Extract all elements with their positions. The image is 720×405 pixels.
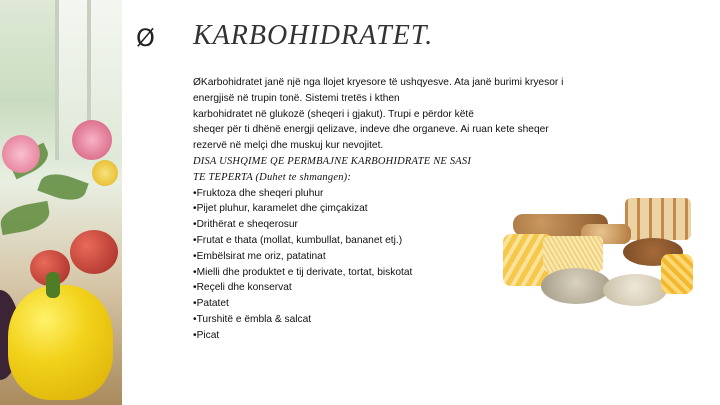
slide-title: KARBOHIDRATET. [193, 20, 434, 51]
list-item: • Picat [193, 328, 603, 344]
sliced-bread [625, 198, 691, 240]
list-item: • Fruktoza dhe sheqeri pluhur [193, 186, 603, 202]
carbohydrate-foods-image [503, 192, 691, 312]
subheading-line: DISA USHQIME QE PERMBAJNE KARBOHIDRATE NE SASI [193, 155, 472, 167]
pepper-stem [46, 272, 60, 298]
leaf [0, 201, 52, 235]
list-item: • Frutat e thata (mollat, kumbullat, bananet etj.) [193, 233, 603, 249]
intro-line: rezervë në melçi dhe muskuj kur nevojitet. [193, 140, 384, 152]
intro-line: karbohidratet në glukozë (sheqeri i gjakut). Trupi e përdor këtë [193, 108, 474, 120]
intro-line: energjisë në trupin tonë. Sistemi tretës i kthen [193, 92, 400, 104]
oats [603, 274, 667, 306]
flower [92, 160, 118, 186]
flower [72, 120, 112, 160]
fusilli-pasta [661, 254, 693, 294]
list-item: • Embëlsirat me oriz, patatinat [193, 249, 603, 265]
intro-line: ØKarbohidratet janë një nga llojet kryesore të ushqyesve. Ata janë burimi kryesor i [193, 77, 564, 88]
yellow-pepper [8, 285, 113, 400]
subheading-line: TE TEPERTA (Duhet te shmangen): [193, 171, 352, 183]
list-item: • Patatet [193, 296, 603, 312]
list-item: • Drithërat e sheqerosur [193, 217, 603, 233]
title-bullet-icon: Ø [136, 24, 155, 52]
list-item: • Pijet pluhur, karamelet dhe çimçakizat [193, 201, 603, 217]
list-item: • Reçeli dhe konservat [193, 280, 603, 296]
decorative-photo-vegetables [0, 0, 122, 405]
list-item: • Turshitë e ëmbla & salcat [193, 312, 603, 328]
intro-line: sheqer për ti dhënë energji qelizave, indeve dhe organeve. Ai ruan kete sheqer [193, 124, 549, 136]
spaghetti [543, 236, 603, 272]
flower [2, 135, 40, 173]
grains [541, 268, 611, 304]
apple [70, 230, 118, 274]
list-item: • Mielli dhe produktet e tij derivate, tortat, biskotat [193, 265, 603, 281]
